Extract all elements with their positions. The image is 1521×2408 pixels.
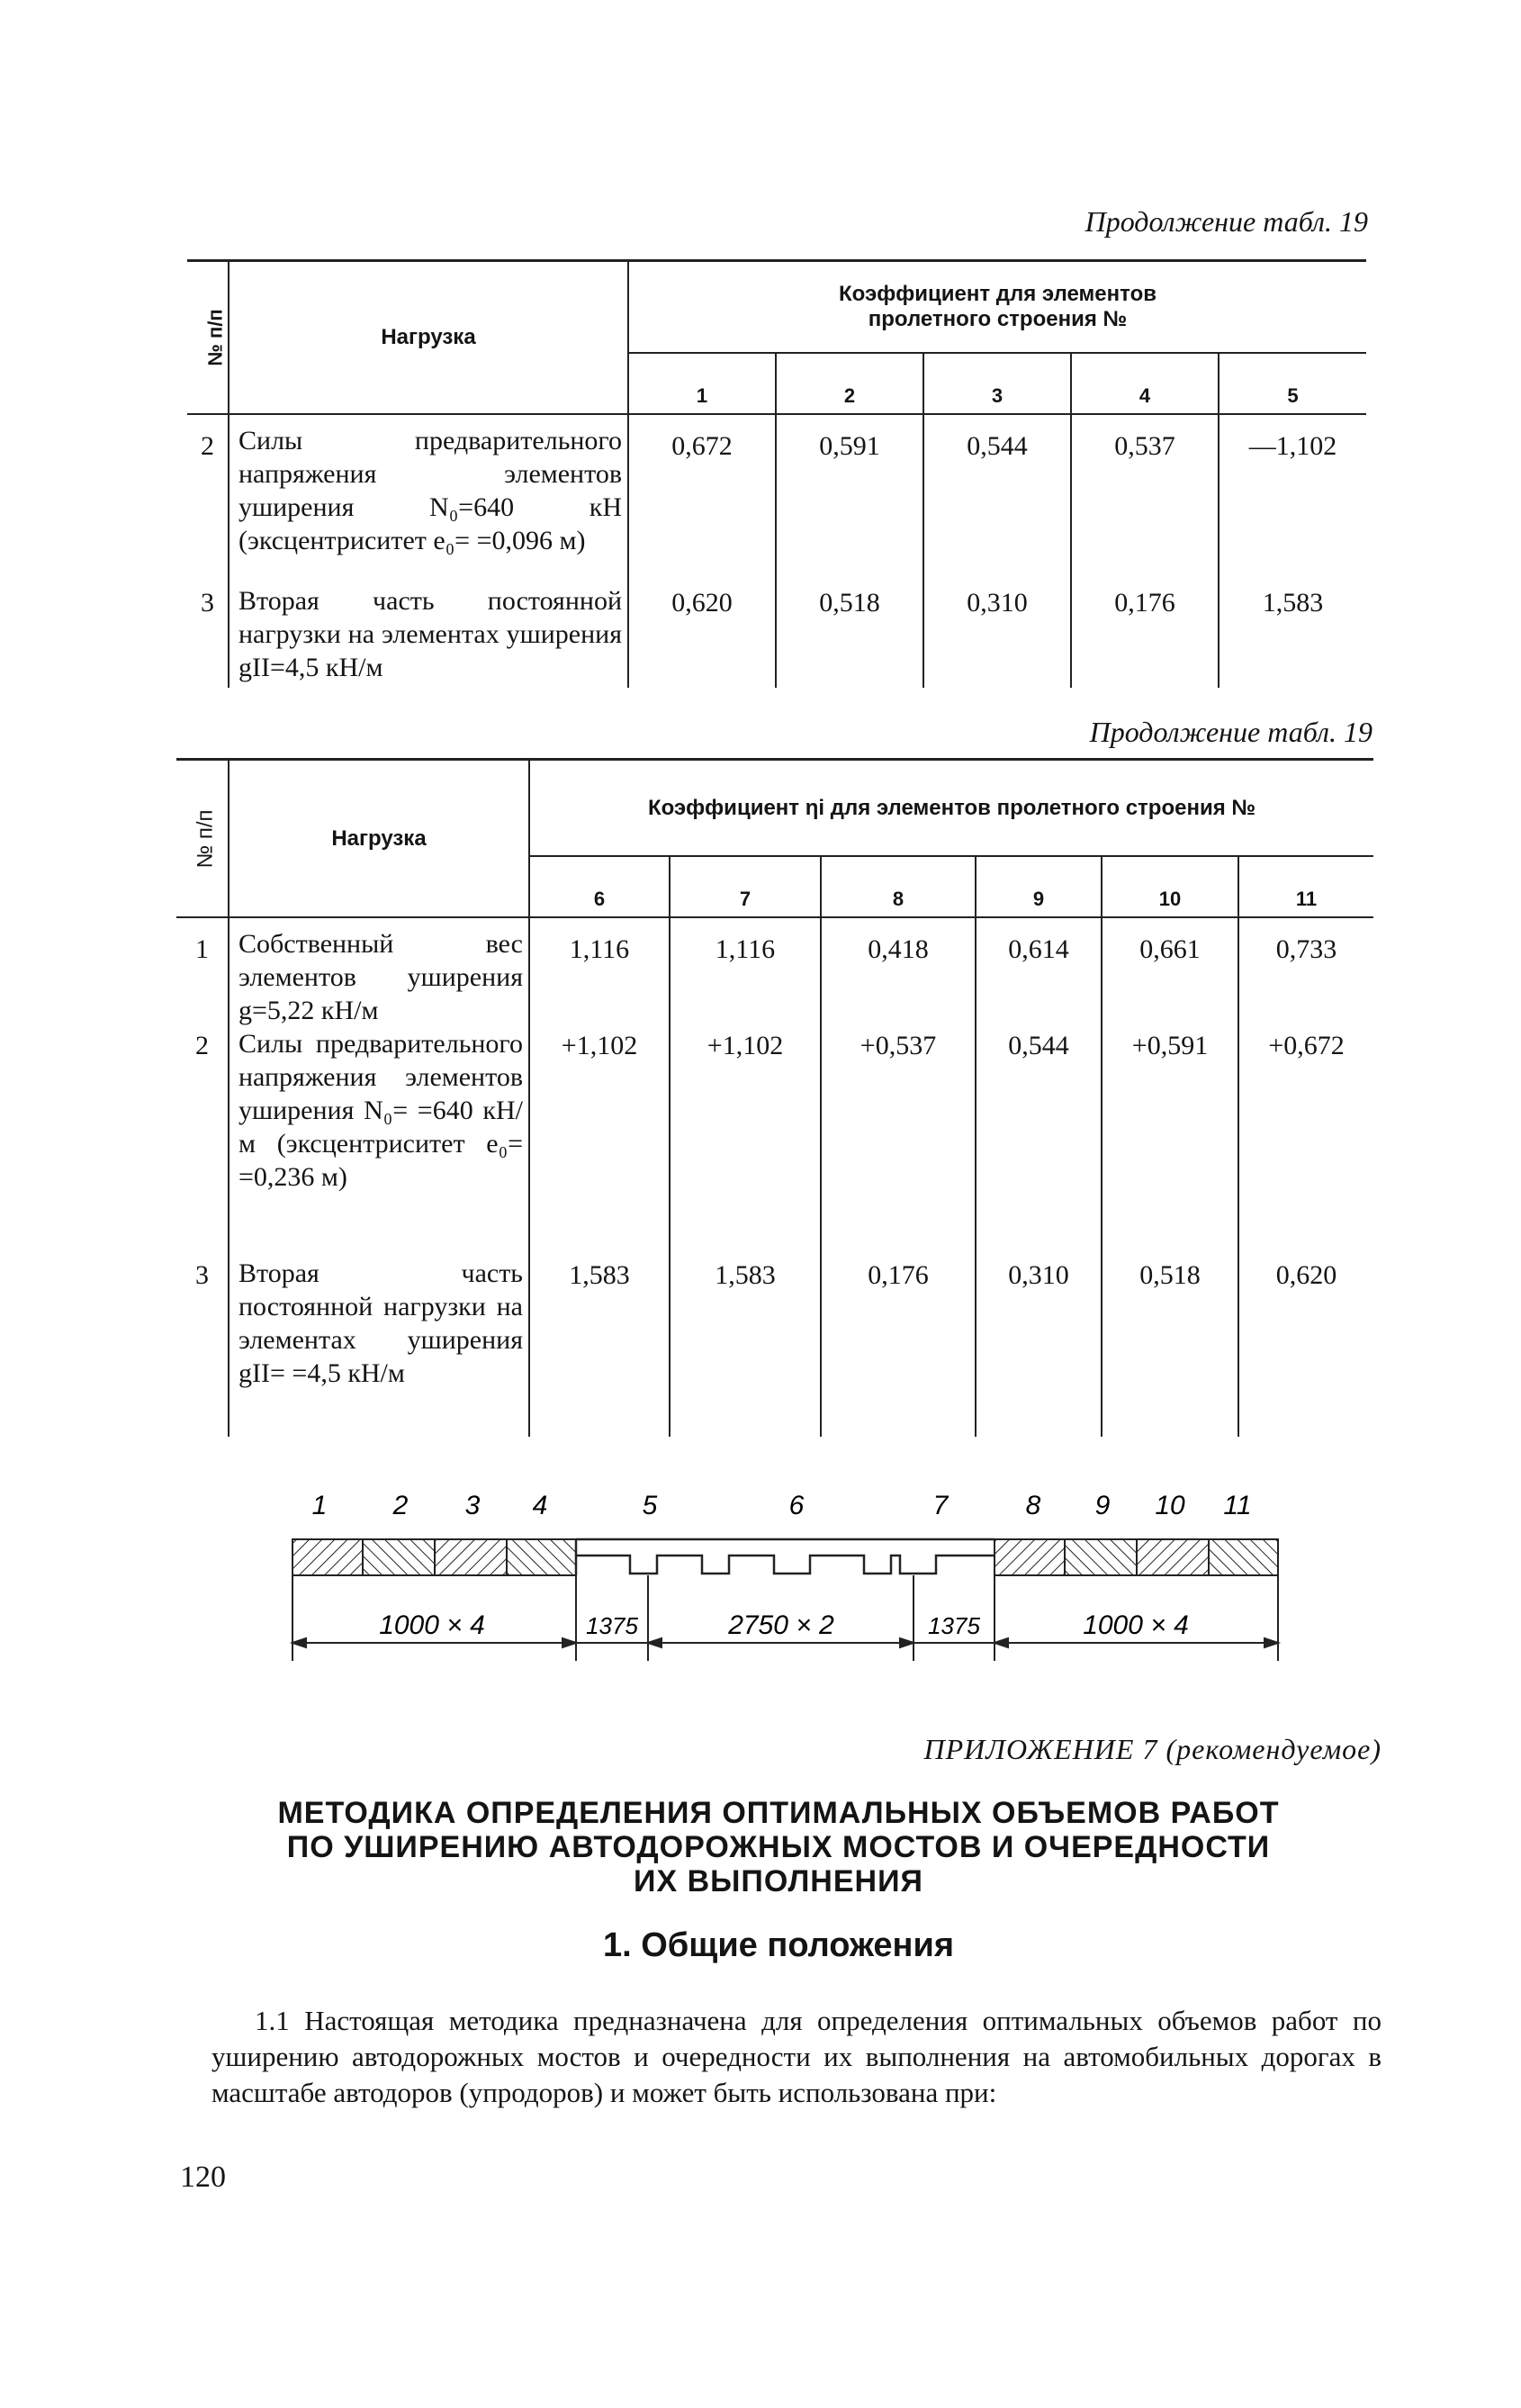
appendix-label: ПРИЛОЖЕНИЕ 7 (рекомендуемое) [923,1733,1382,1765]
row-value: 1,583 [670,1257,821,1437]
row-load: Собственный вес элементов уширения g=5,22 кН/м [229,917,529,1027]
column-number: 1 [628,353,776,414]
table-row [176,917,1373,1027]
row-index: 3 [187,584,229,688]
row-value: 0,518 [776,584,923,688]
dimension-label: 2750 × 2 [728,1610,834,1640]
right-widening-elements [994,1539,1278,1575]
row-value: +0,672 [1268,1031,1345,1060]
row-index: 2 [176,1027,229,1257]
page-number: 120 [180,2160,226,2194]
row-value: 0,544 [976,1027,1102,1257]
row-load: Силы предварительного напряжения элементов уширения N₀=640 кН (эксцентриситет e₀= =0,096 м) [229,414,628,584]
element-label: 7 [932,1491,949,1520]
column-number: 6 [529,856,670,917]
row-value: 0,176 [1071,584,1219,688]
dimension-label: 1375 [586,1612,638,1639]
element-label: 1 [311,1491,328,1520]
header-coefficient: Коэффициент ηi для элементов пролетного строения № [529,760,1373,857]
element-label: 3 [464,1491,481,1520]
row-load: Вторая часть постоянной нагрузки на элементах уширения gII= =4,5 кН/м [229,1257,529,1437]
dimension-label: 1375 [928,1612,980,1639]
table-row [187,584,1366,688]
column-number: 9 [976,856,1102,917]
title-line: ИХ ВЫПОЛНЕНИЯ [634,1864,923,1898]
column-number: 3 [923,353,1071,414]
table-continuation-label: Продолжение табл. 19 [1084,205,1368,238]
header-row-number: № п/п [187,261,229,415]
table-row [176,1257,1373,1437]
row-value: 0,733 [1275,934,1337,964]
column-number: 10 [1102,856,1238,917]
column-number: 7 [670,856,821,917]
dimension-label: 1000 × 4 [379,1610,485,1640]
row-value: —1,102 [1248,431,1337,461]
row-value: 0,672 [628,414,776,584]
existing-span-profile [576,1539,994,1575]
row-value: 0,620 [1275,1260,1337,1290]
table-row [176,1027,1373,1257]
row-value: 0,310 [976,1257,1102,1437]
element-label: 8 [1025,1491,1041,1520]
table-continuation-label: Продолжение табл. 19 [1089,716,1372,748]
coefficient-table-1 [187,259,1366,688]
row-index: 3 [176,1257,229,1437]
dimension-label: 1000 × 4 [1083,1610,1189,1640]
row-value: 0,518 [1102,1257,1238,1437]
element-label: 2 [392,1491,409,1520]
row-value: 0,614 [976,917,1102,1027]
row-value: +0,591 [1102,1027,1238,1257]
row-load: Вторая часть постоянной нагрузки на элементах уширения gII=4,5 кН/м [229,584,628,688]
element-label: 10 [1155,1491,1185,1520]
element-label: 6 [788,1491,805,1520]
column-number: 11 [1238,856,1373,917]
element-label: 4 [532,1491,548,1520]
row-value: 0,537 [1071,414,1219,584]
header-row-number: № п/п [176,760,229,918]
row-value: 0,544 [923,414,1071,584]
row-value: +0,537 [821,1027,976,1257]
row-value: 0,620 [628,584,776,688]
column-number: 8 [821,856,976,917]
left-widening-elements [292,1539,576,1575]
span-cross-section-diagram [270,1476,1287,1679]
row-value: 0,176 [821,1257,976,1437]
row-value: 0,310 [923,584,1071,688]
row-value: +1,102 [529,1027,670,1257]
row-load: Силы предварительного напряжения элементов уширения N₀= =640 кН/м (эксцентриситет e₀= =0,236 м) [229,1027,529,1257]
section-heading: 1. Общие положения [602,1926,955,1964]
title-line: МЕТОДИКА ОПРЕДЕЛЕНИЯ ОПТИМАЛЬНЫХ ОБЪЕМОВ РАБОТ [277,1796,1280,1830]
title-line: ПО УШИРЕНИЮ АВТОДОРОЖНЫХ МОСТОВ И ОЧЕРЕДНОСТИ [286,1830,1271,1864]
element-label: 9 [1094,1491,1111,1520]
row-value: 1,583 [1262,588,1324,618]
body-paragraph: 1.1 Настоящая методика предназначена для определения оптимальных объемов работ по уширению автодорожных мостов и очередности их выполнения на автомобильных дорогах в масштабе автодоров (упродоров) и может быть использована при: [212,2005,1382,2108]
column-number: 4 [1071,353,1219,414]
table-row [187,414,1366,584]
row-value: +1,102 [670,1027,821,1257]
row-value: 1,583 [529,1257,670,1437]
element-label: 11 [1223,1491,1252,1520]
header-load: Нагрузка [229,261,628,415]
row-index: 1 [176,917,229,1027]
row-value: 0,661 [1102,917,1238,1027]
row-value: 0,591 [776,414,923,584]
methodology-title [180,1796,1377,1898]
element-label: 5 [642,1491,658,1520]
column-number: 2 [776,353,923,414]
row-value: 1,116 [670,917,821,1027]
coefficient-table-2 [176,758,1373,1437]
header-load: Нагрузка [229,760,529,918]
header-coefficient: Коэффициент для элементов пролетного строения № [628,261,1366,354]
row-index: 2 [187,414,229,584]
column-number: 5 [1219,353,1366,414]
row-value: 0,418 [821,917,976,1027]
row-value: 1,116 [529,917,670,1027]
